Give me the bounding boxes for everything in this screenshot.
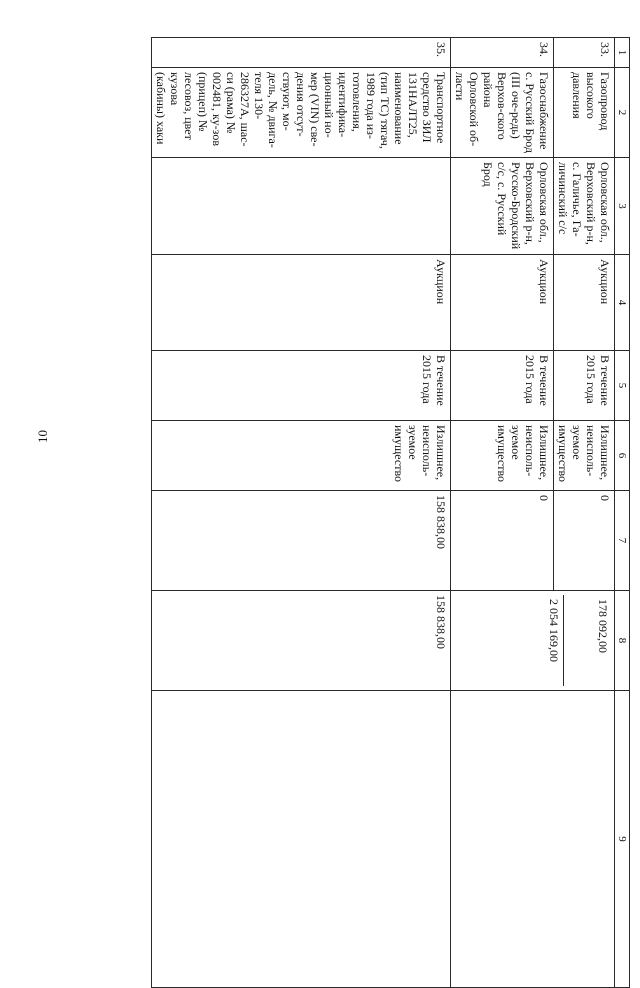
sale-method: Аукцион	[554, 255, 615, 351]
header-cell-4: 4	[615, 255, 630, 351]
object-location: Орловская обл., Верховский р-н, Русско-Бродский с/с, с. Русский Брод	[451, 158, 554, 255]
value-col9	[451, 691, 615, 988]
header-cell-8: 8	[615, 591, 630, 691]
header-cell-9: 9	[615, 691, 630, 988]
header-cell-1: 1	[615, 38, 630, 68]
value-col8: 178 092,00	[596, 599, 610, 653]
header-cell-6: 6	[615, 421, 630, 491]
header-row	[615, 38, 630, 988]
value-col7: 158 838,00	[152, 491, 451, 591]
row-number: 33.	[554, 38, 615, 68]
sale-method: Аукцион	[451, 255, 554, 351]
object-name: Газоснабжение с. Русский Брод (III оче-редь) Верхов-ского района Орловской об-ласти	[451, 68, 554, 158]
row-number: 34.	[451, 38, 554, 68]
sale-reason: Излишнее, неисполь-зуемое имущество	[554, 421, 615, 491]
sale-method: Аукцион	[152, 255, 451, 351]
header-cell-2: 2	[615, 68, 630, 158]
header-cell-5: 5	[615, 351, 630, 421]
object-location	[152, 158, 451, 255]
value-col8-group	[451, 591, 615, 691]
object-location: Орловская обл., Верховский р-н, с. Галичье, Га-личинский с/с	[554, 158, 615, 255]
sale-term: В течение 2015 года	[152, 351, 451, 421]
value-col8: 158 838,00	[152, 591, 451, 691]
object-name: Транспортное средство ЗИЛ 131НАЛТ25, наименование (тип ТС) тягач, 1989 года из-готовления, идентифика-ционный но-мер (VIN) све-дения отсут-ствуют, мо-дель, № двига-теля 130-286327А, шас-си (рама) № 002481, ку-зов (прицеп) № лесовоз, цвет кузова (кабины) хаки	[152, 68, 451, 158]
table-row	[152, 38, 451, 988]
row-number: 35.	[152, 38, 451, 68]
sale-reason: Излишнее, неисполь-зуемое имущество	[152, 421, 451, 491]
value-col9	[152, 691, 451, 988]
sale-reason: Излишнее, неисполь-зуемое имущество	[451, 421, 554, 491]
value-col8: 2 054 169,00	[453, 595, 564, 686]
object-name: Газопровод высокого давления	[554, 68, 615, 158]
table-row	[554, 38, 615, 988]
header-cell-7: 7	[615, 491, 630, 591]
value-col7: 0	[554, 491, 615, 591]
property-table	[151, 37, 630, 988]
document-table-sheet	[60, 37, 630, 887]
value-col7: 0	[451, 491, 554, 591]
header-cell-3: 3	[615, 158, 630, 255]
sale-term: В течение 2015 года	[554, 351, 615, 421]
page-number: 10	[35, 430, 50, 443]
sale-term: В течение 2015 года	[451, 351, 554, 421]
